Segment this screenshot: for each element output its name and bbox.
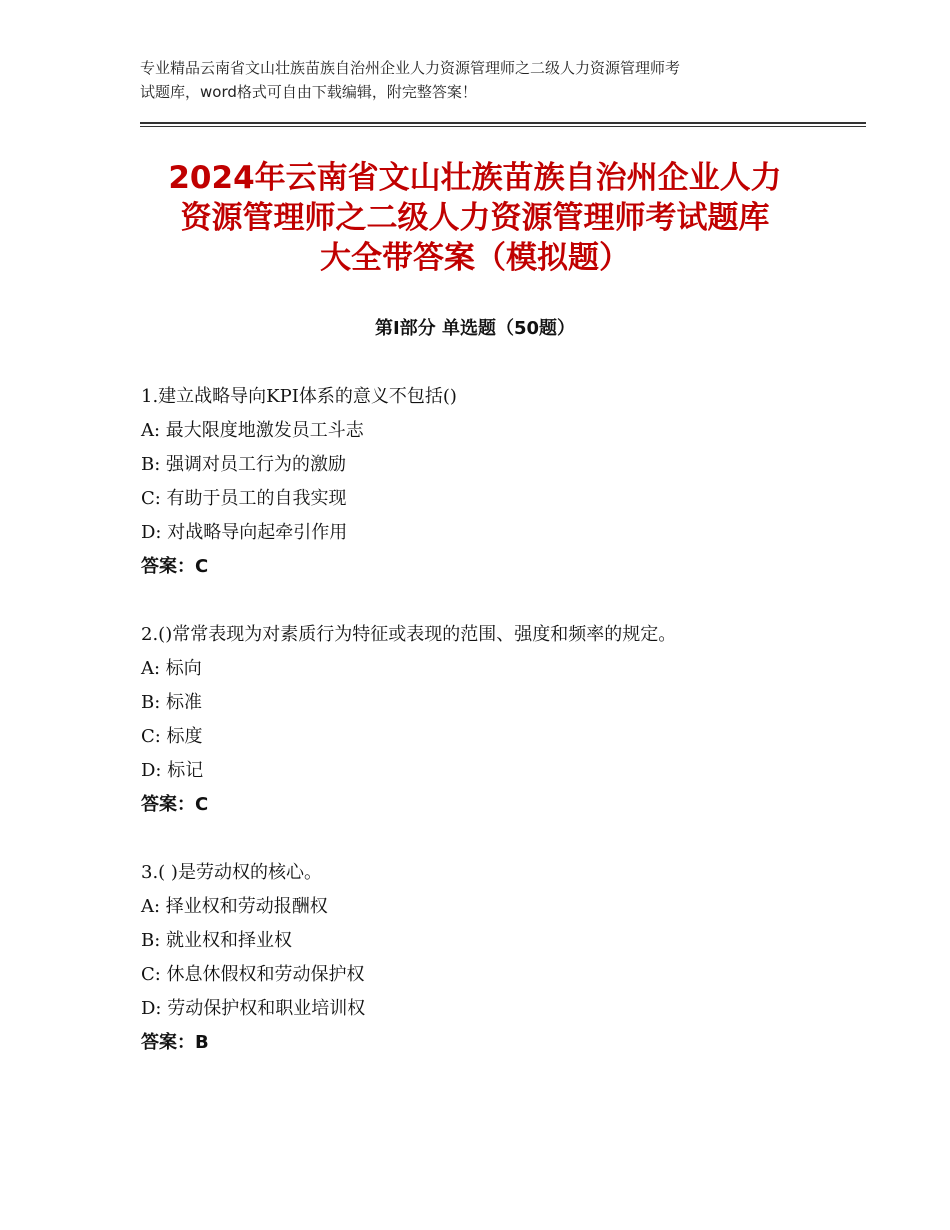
question-stem: 2.()常常表现为对素质行为特征或表现的范围、强度和频率的规定。 [141,624,677,645]
title-line: 资源管理师之二级人力资源管理师考试题库 [180,200,770,236]
title-line: 大全带答案（模拟题） [320,240,630,276]
option-d: D: 劳动保护权和职业培训权 [141,998,366,1019]
option-c: C: 有助于员工的自我实现 [141,488,347,509]
title-line: 2024年云南省文山壮族苗族自治州企业人力 [168,160,782,196]
question-block [141,856,861,1060]
answer: 答案：B [141,1032,209,1053]
divider [140,122,866,124]
answer: 答案：C [141,556,209,577]
question-stem: 3.( )是劳动权的核心。 [141,862,322,883]
question-stem: 1.建立战略导向KPI体系的意义不包括() [141,386,457,407]
question-block [141,380,861,584]
answer: 答案：C [141,794,209,815]
section-heading: 第Ⅰ部分 单选题（50题） [374,318,575,339]
option-a: A: 择业权和劳动报酬权 [141,896,328,917]
question-list [141,380,861,1094]
document-title [100,158,850,278]
divider [140,126,866,127]
option-a: A: 最大限度地激发员工斗志 [141,420,364,441]
header-note-line: 试题库，word格式可自由下载编辑，附完整答案！ [140,83,477,101]
header-note [140,56,830,104]
header-note-line: 专业精品云南省文山壮族苗族自治州企业人力资源管理师之二级人力资源管理师考 [140,59,681,77]
option-b: B: 就业权和择业权 [141,930,293,951]
option-c: C: 标度 [141,726,203,747]
option-a: A: 标向 [141,658,202,679]
option-d: D: 对战略导向起牵引作用 [141,522,348,543]
option-c: C: 休息休假权和劳动保护权 [141,964,365,985]
option-d: D: 标记 [141,760,204,781]
question-block [141,618,861,822]
option-b: B: 强调对员工行为的激励 [141,454,347,475]
option-b: B: 标准 [141,692,203,713]
